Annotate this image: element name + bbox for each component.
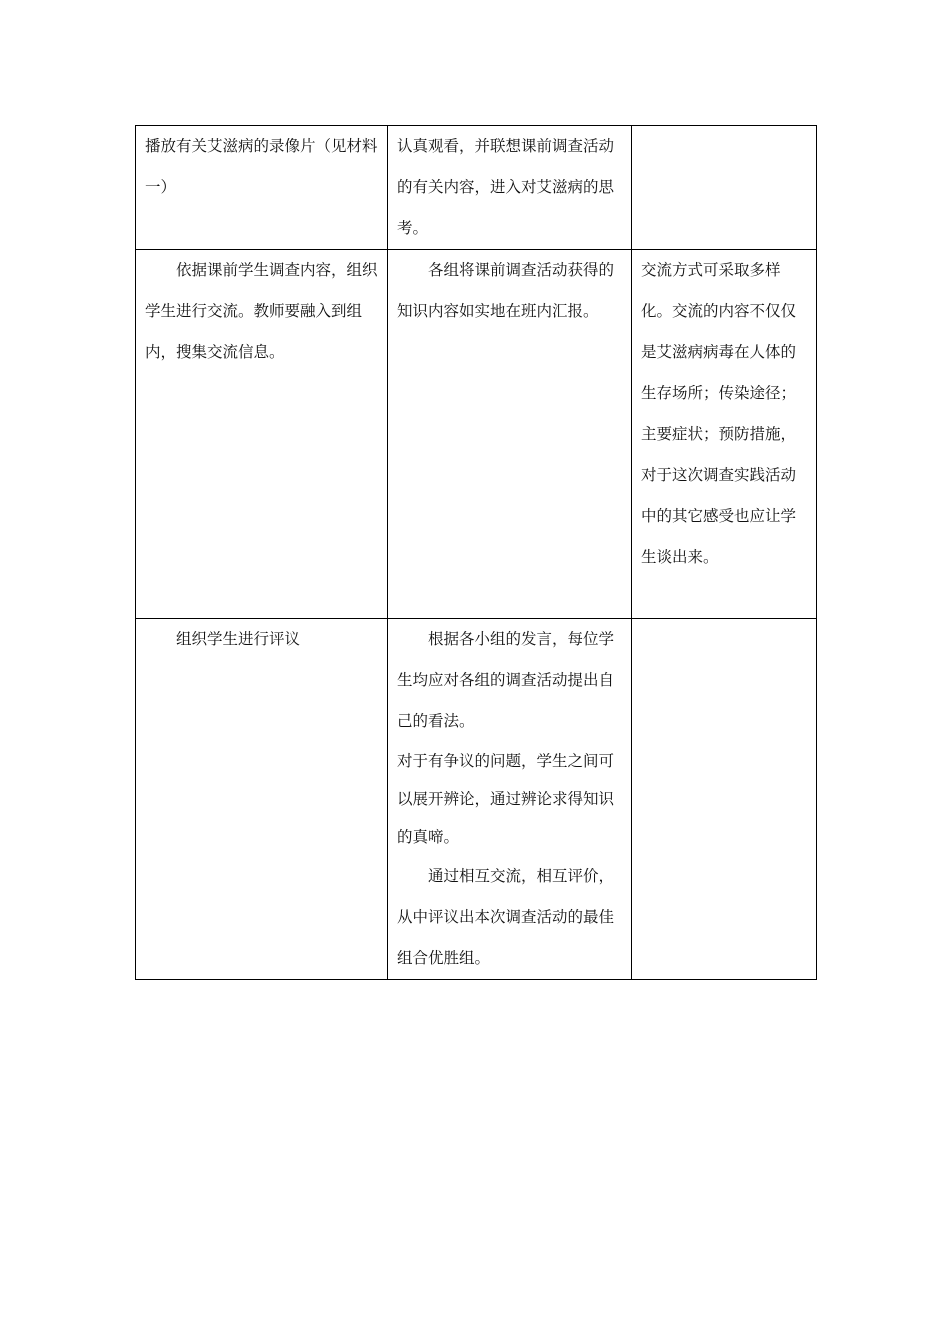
design-note-cell (632, 126, 817, 250)
student-activity-cell (388, 250, 632, 619)
student-activity-paragraph: 通过相互交流，相互评价，从中评议出本次调查活动的最佳组合优胜组。 (397, 867, 615, 967)
lesson-plan-table (135, 125, 817, 980)
student-activity-cell (388, 619, 632, 980)
student-activity-paragraph: 对于有争议的问题，学生之间可以展开辨论，通过辨论求得知识的真啼。 (397, 752, 615, 846)
teacher-activity-text: 播放有关艾滋病的录像片（见材料一） (145, 137, 378, 196)
design-note-cell (632, 250, 817, 619)
student-activity-paragraph: 根据各小组的发言，每位学生均应对各组的调查活动提出自己的看法。 (397, 630, 615, 730)
table-row (136, 126, 817, 250)
table-row (136, 619, 817, 980)
teacher-activity-text: 组织学生进行评议 (176, 630, 301, 648)
student-activity-cell (388, 126, 632, 250)
student-activity-text: 认真观看，并联想课前调查活动的有关内容，进入对艾滋病的思考。 (397, 137, 615, 237)
student-activity-text: 各组将课前调查活动获得的知识内容如实地在班内汇报。 (397, 261, 615, 320)
teacher-activity-cell (136, 126, 388, 250)
teacher-activity-cell (136, 619, 388, 980)
design-note-cell (632, 619, 817, 980)
design-note-text: 交流方式可采取多样化。交流的内容不仅仅是艾滋病病毒在人体的生存场所；传染途径；主要症状；预防措施，对于这次调查实践活动中的其它感受也应让学生谈出来。 (641, 261, 797, 566)
teacher-activity-cell (136, 250, 388, 619)
teacher-activity-text: 依据课前学生调查内容，组织学生进行交流。教师要融入到组内，搜集交流信息。 (145, 261, 378, 361)
table-row (136, 250, 817, 619)
